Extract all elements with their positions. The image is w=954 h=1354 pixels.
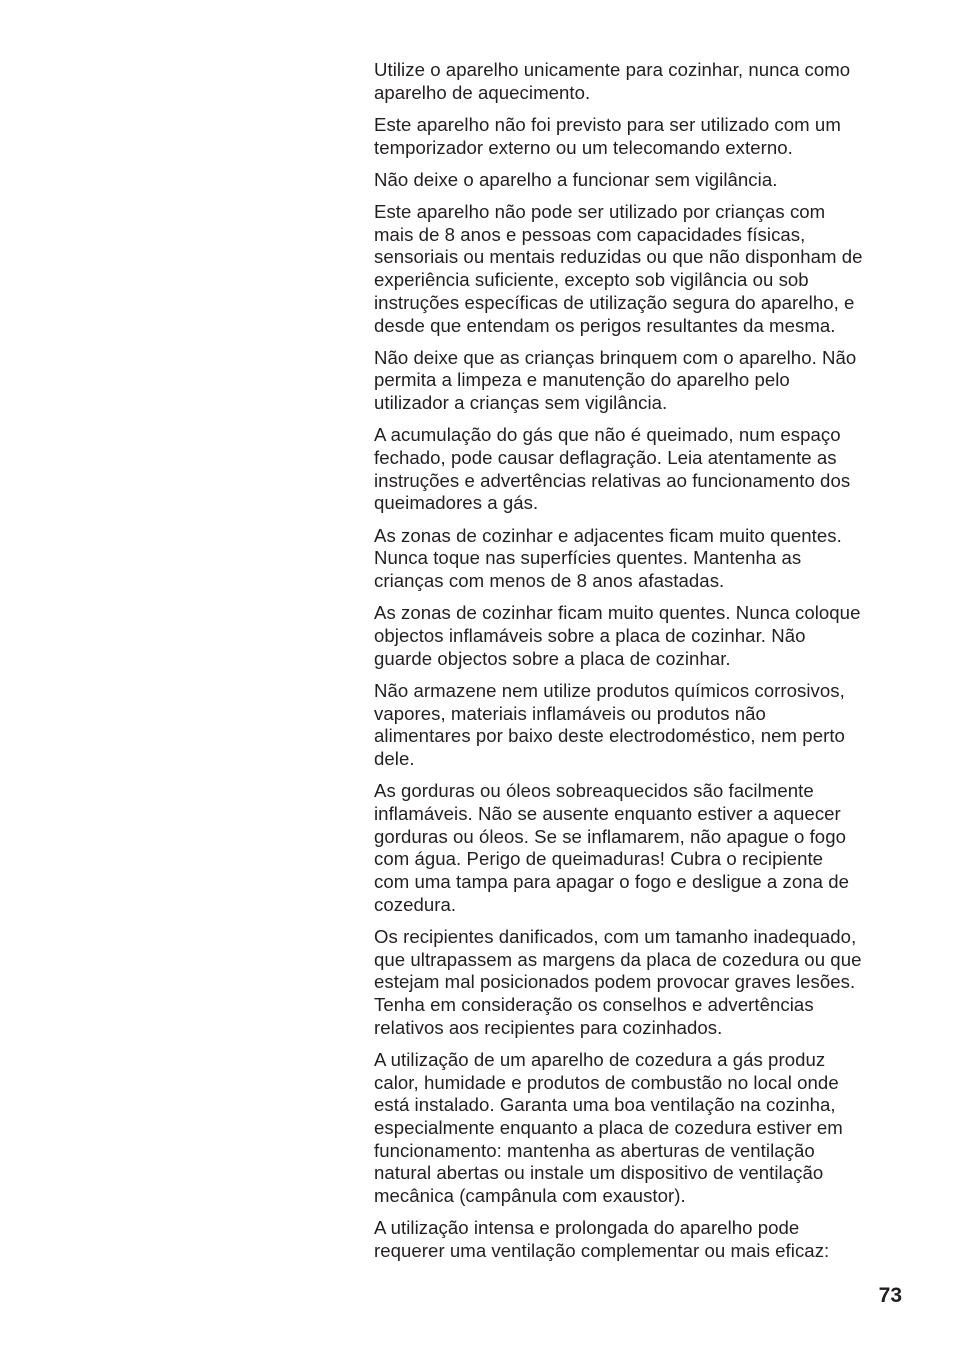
paragraph-supervision: Não deixe o aparelho a funcionar sem vigilância. [374,168,778,190]
paragraph-damaged-pans: Os recipientes danificados, com um tamanho inadequado, que ultrapassem as margens da placa de cozedura ou que estejam mal posicionados podem provocar graves lesões. Tenha em consideração os conselhos e advertências relativos aos recipientes para cozinhados. [374,925,862,1038]
paragraph-cooking-only: Utilize o aparelho unicamente para cozinhar, nunca como aparelho de aquecimento. [374,59,851,103]
paragraph-flammable-objects: As zonas de cozinhar ficam muito quentes. Nunca coloque objectos inflamáveis sobre a placa de cozinhar. Não guarde objectos sobre a placa de cozinhar. [374,602,861,669]
paragraph-hot-zones: As zonas de cozinhar e adjacentes ficam muito quentes. Nunca toque nas superfícies quentes. Mantenha as crianças com menos de 8 anos afastadas. [374,524,842,592]
paragraph-children-play: Não deixe que as crianças brinquem com o aparelho. Não permita a limpeza e manutenção do aparelho pelo utilizador a crianças sem vigilância. [374,346,857,414]
paragraph-external-timer: Este aparelho não foi previsto para ser utilizado com um temporizador externo ou um telecomando externo. [374,113,841,158]
paragraph-overheated-oil: As gorduras ou óleos sobreaquecidos são facilmente inflamáveis. Não se ausente enquanto estiver a aquecer gorduras ou óleos. Se se inflamarem, não apague o fogo com água. Perigo de queimaduras! Cubra o recipiente com uma tampa para apagar o fogo e desligue a zona de cozedura. [374,780,850,915]
paragraph-gas-accumulation: A acumulação do gás que não é queimado, num espaço fechado, pode causar deflagração. Leia atentamente as instruções e advertências relativas ao funcionamento dos queimadores a gás. [374,424,851,514]
page-number: 73 [878,1284,902,1307]
paragraph-extra-ventilation: A utilização intensa e prolongada do aparelho pode requerer uma ventilação complementar ou mais eficaz: [374,1217,830,1262]
paragraph-chemicals: Não armazene nem utilize produtos químicos corrosivos, vapores, materiais inflamáveis ou produtos não alimentares por baixo deste electrodoméstico, nem perto dele. [374,679,845,769]
paragraph-ventilation: A utilização de um aparelho de cozedura a gás produz calor, humidade e produtos de combustão no local onde está instalado. Garanta uma boa ventilação na cozinha, especialmente enquanto a placa de cozedura estiver em funcionamento: mantenha as aberturas de ventilação natural abertas ou instale um dispositivo de ventilação mecânica (campânula com exaustor). [374,1048,843,1207]
paragraph-children-capabilities: Este aparelho não pode ser utilizado por crianças com mais de 8 anos e pessoas com capacidades físicas, sensoriais ou mentais reduzidas ou que não disponham de experiência suficiente, excepto sob vigilância ou sob instruções específicas de utilização segura do aparelho, e desde que entendam os perigos resultantes da mesma. [374,201,863,336]
text-column [374,59,919,1272]
